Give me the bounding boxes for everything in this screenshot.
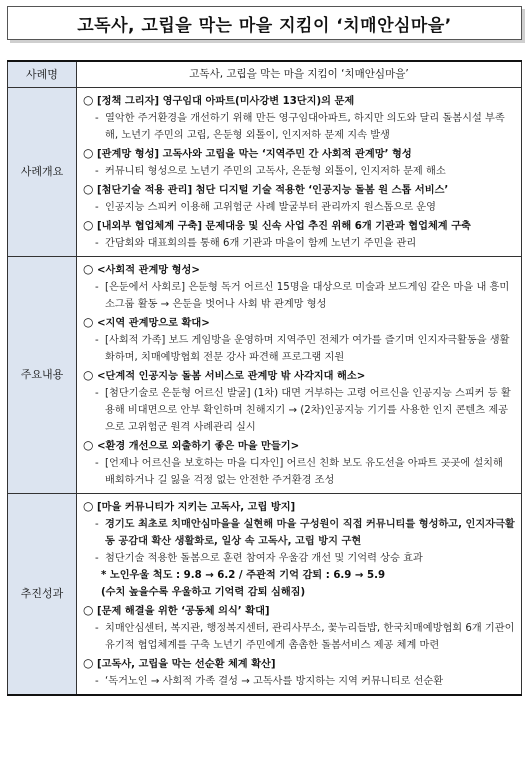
main-content-sub-item: - [사회적 가족] 보드 게임방을 운영하며 지역주민 전체가 여가를 즐기며 인지자극활동을 생활화하며, 치매예방협회 전문 강사 파견해 프로그램 지원	[83, 332, 515, 366]
main-content-content	[77, 256, 522, 493]
overview-item	[83, 92, 515, 110]
results-label: 추진성과	[8, 493, 77, 695]
overview-label: 사례개요	[8, 87, 77, 256]
main-content-item	[83, 314, 515, 332]
results-sub-item: - 경기도 최초로 치매안심마을을 실현해 마을 구성원이 직접 커뮤니티를 형성하고, 인지자극활동 공감대 확산 생활화로, 일상 속 고독사, 고립 방지 구현	[83, 516, 515, 550]
overview-item-heading: [정책 그리자] 영구임대 아파트(미사강변 13단지)의 문제	[97, 95, 355, 107]
main-content-item-heading: <사회적 관계망 형성>	[97, 264, 200, 276]
circle-bullet-icon: ○	[83, 217, 94, 232]
results-content	[77, 493, 522, 695]
main-content-sub-item: - [첨단기술로 은둔형 어르신 발굴] (1차) 대면 거부하는 고령 어르신을 인공지능 스피커 등 활용해 비대면으로 안부 확인하며 친해지기 → (2차)인공지능 기기를 사용한 인지 콘텐츠 제공으로 고위험군 원격 사례관리 실시	[83, 385, 515, 436]
overview-sub-item: - 인공지능 스피커 이용해 고위험군 사례 발굴부터 관리까지 원스톱으로 운영	[83, 199, 515, 216]
depression-score-note: * 노인우울 척도 : 9.8 → 6.2 / 주관적 기억 감퇴 : 6.9 → 5.9	[101, 569, 386, 581]
results-item-heading: [문제 해결을 위한 ‘공동체 의식’ 확대]	[97, 605, 270, 617]
main-content-sub-item: - [언제나 어르신을 보호하는 마을 디자인] 어르신 친화 보도 유도선을 아파트 곳곳에 설치해 배회하거나 길 잃을 걱정 없는 안전한 주거환경 조성	[83, 455, 515, 489]
dash-bullet-icon: -	[95, 165, 99, 177]
overview-row	[8, 87, 522, 256]
main-content-item	[83, 367, 515, 385]
dash-bullet-icon: -	[95, 112, 99, 124]
dash-bullet-icon: -	[95, 237, 99, 249]
circle-bullet-icon: ○	[83, 92, 94, 107]
results-sub-item: - 첨단기술 적용한 돌봄으로 훈련 참여자 우울감 개선 및 기억력 상승 효과	[83, 550, 515, 567]
main-content-item-heading: <단계적 인공지능 돌봄 서비스로 관계망 밖 사각지대 해소>	[97, 370, 366, 382]
case-name-row	[8, 61, 522, 87]
dash-bullet-icon: -	[95, 552, 99, 564]
case-name-value: 고독사, 고립을 막는 마을 지킴이 ‘치매안심마을’	[77, 61, 522, 87]
circle-bullet-icon: ○	[83, 498, 94, 513]
main-content-item	[83, 437, 515, 455]
overview-item	[83, 145, 515, 163]
circle-bullet-icon: ○	[83, 261, 94, 276]
circle-bullet-icon: ○	[83, 655, 94, 670]
circle-bullet-icon: ○	[83, 437, 94, 452]
document-title	[7, 6, 522, 40]
overview-item-heading: [관계망 형성] 고독사와 고립을 막는 ‘지역주민 간 사회적 관계망’ 형성	[97, 148, 412, 160]
main-content-sub-item: - [은둔에서 사회로] 은둔형 독거 어르신 15명을 대상으로 미술과 보드게임 같은 마을 내 흥미 소그룹 활동 → 은둔을 벗어나 사회 밖 관계망 형성	[83, 279, 515, 313]
circle-bullet-icon: ○	[83, 367, 94, 382]
results-sub-item: - ‘독거노인 → 사회적 가족 결성 → 고독사를 방지하는 지역 커뮤니티로 선순환	[83, 673, 515, 690]
dash-bullet-icon: -	[95, 622, 99, 634]
main-content-item	[83, 261, 515, 279]
circle-bullet-icon: ○	[83, 602, 94, 617]
dash-bullet-icon: -	[95, 281, 99, 293]
dash-bullet-icon: -	[95, 201, 99, 213]
score-interpretation-note: (수치 높을수록 우울하고 기억력 감퇴 심해짐)	[101, 586, 306, 598]
overview-item	[83, 217, 515, 235]
results-item	[83, 498, 515, 516]
dash-bullet-icon: -	[95, 387, 99, 399]
overview-content	[77, 87, 522, 256]
results-sub-item: - 치매안심센터, 복지관, 행정복지센터, 관리사무소, 꽃누리들밥, 한국치매예방협회 6개 기관이 유기적 협업체계를 구축 노년기 주민에게 촘촘한 돌봄서비스 제공 체계 마련	[83, 620, 515, 654]
circle-bullet-icon: ○	[83, 181, 94, 196]
circle-bullet-icon: ○	[83, 145, 94, 160]
results-item-heading: [마을 커뮤니티가 지키는 고독사, 고립 방지]	[97, 501, 296, 513]
overview-item-heading: [첨단기술 적용 관리] 첨단 디지털 기술 적용한 ‘인공지능 돌봄 원 스톱 서비스’	[97, 184, 449, 196]
case-report-table	[7, 60, 522, 696]
overview-item-heading: [내외부 협업체계 구축] 문제대응 및 신속 사업 추진 위해 6개 기관과 협업체계 구축	[97, 220, 471, 232]
main-content-item-heading: <환경 개선으로 외출하기 좋은 마을 만들기>	[97, 440, 300, 452]
dash-bullet-icon: -	[95, 675, 99, 687]
results-item-heading: [고독사, 고립을 막는 선순환 체계 확산]	[97, 658, 276, 670]
main-content-row	[8, 256, 522, 493]
case-name-label: 사례명	[8, 61, 77, 87]
overview-sub-item: - 간담회와 대표회의를 통해 6개 기관과 마을이 함께 노년기 주민을 관리	[83, 235, 515, 252]
dash-bullet-icon: -	[95, 457, 99, 469]
results-item	[83, 602, 515, 620]
dash-bullet-icon: -	[95, 334, 99, 346]
results-row	[8, 493, 522, 695]
overview-item	[83, 181, 515, 199]
main-content-item-heading: <지역 관계망으로 확대>	[97, 317, 210, 329]
results-item	[83, 655, 515, 673]
overview-sub-item: - 커뮤니티 형성으로 노년기 주민의 고독사, 은둔형 외톨이, 인지저하 문제 해소	[83, 163, 515, 180]
overview-sub-item: - 열악한 주거환경을 개선하기 위해 만든 영구임대아파트, 하지만 의도와 달리 돌봄시설 부족해, 노년기 주민의 고립, 은둔형 외톨이, 인지저하 문제 지속 발생	[83, 110, 515, 144]
main-content-label: 주요내용	[8, 256, 77, 493]
document-title-text: 고독사, 고립을 막는 마을 지킴이 ‘치매안심마을’	[77, 15, 452, 36]
dash-bullet-icon: -	[95, 518, 99, 530]
circle-bullet-icon: ○	[83, 314, 94, 329]
